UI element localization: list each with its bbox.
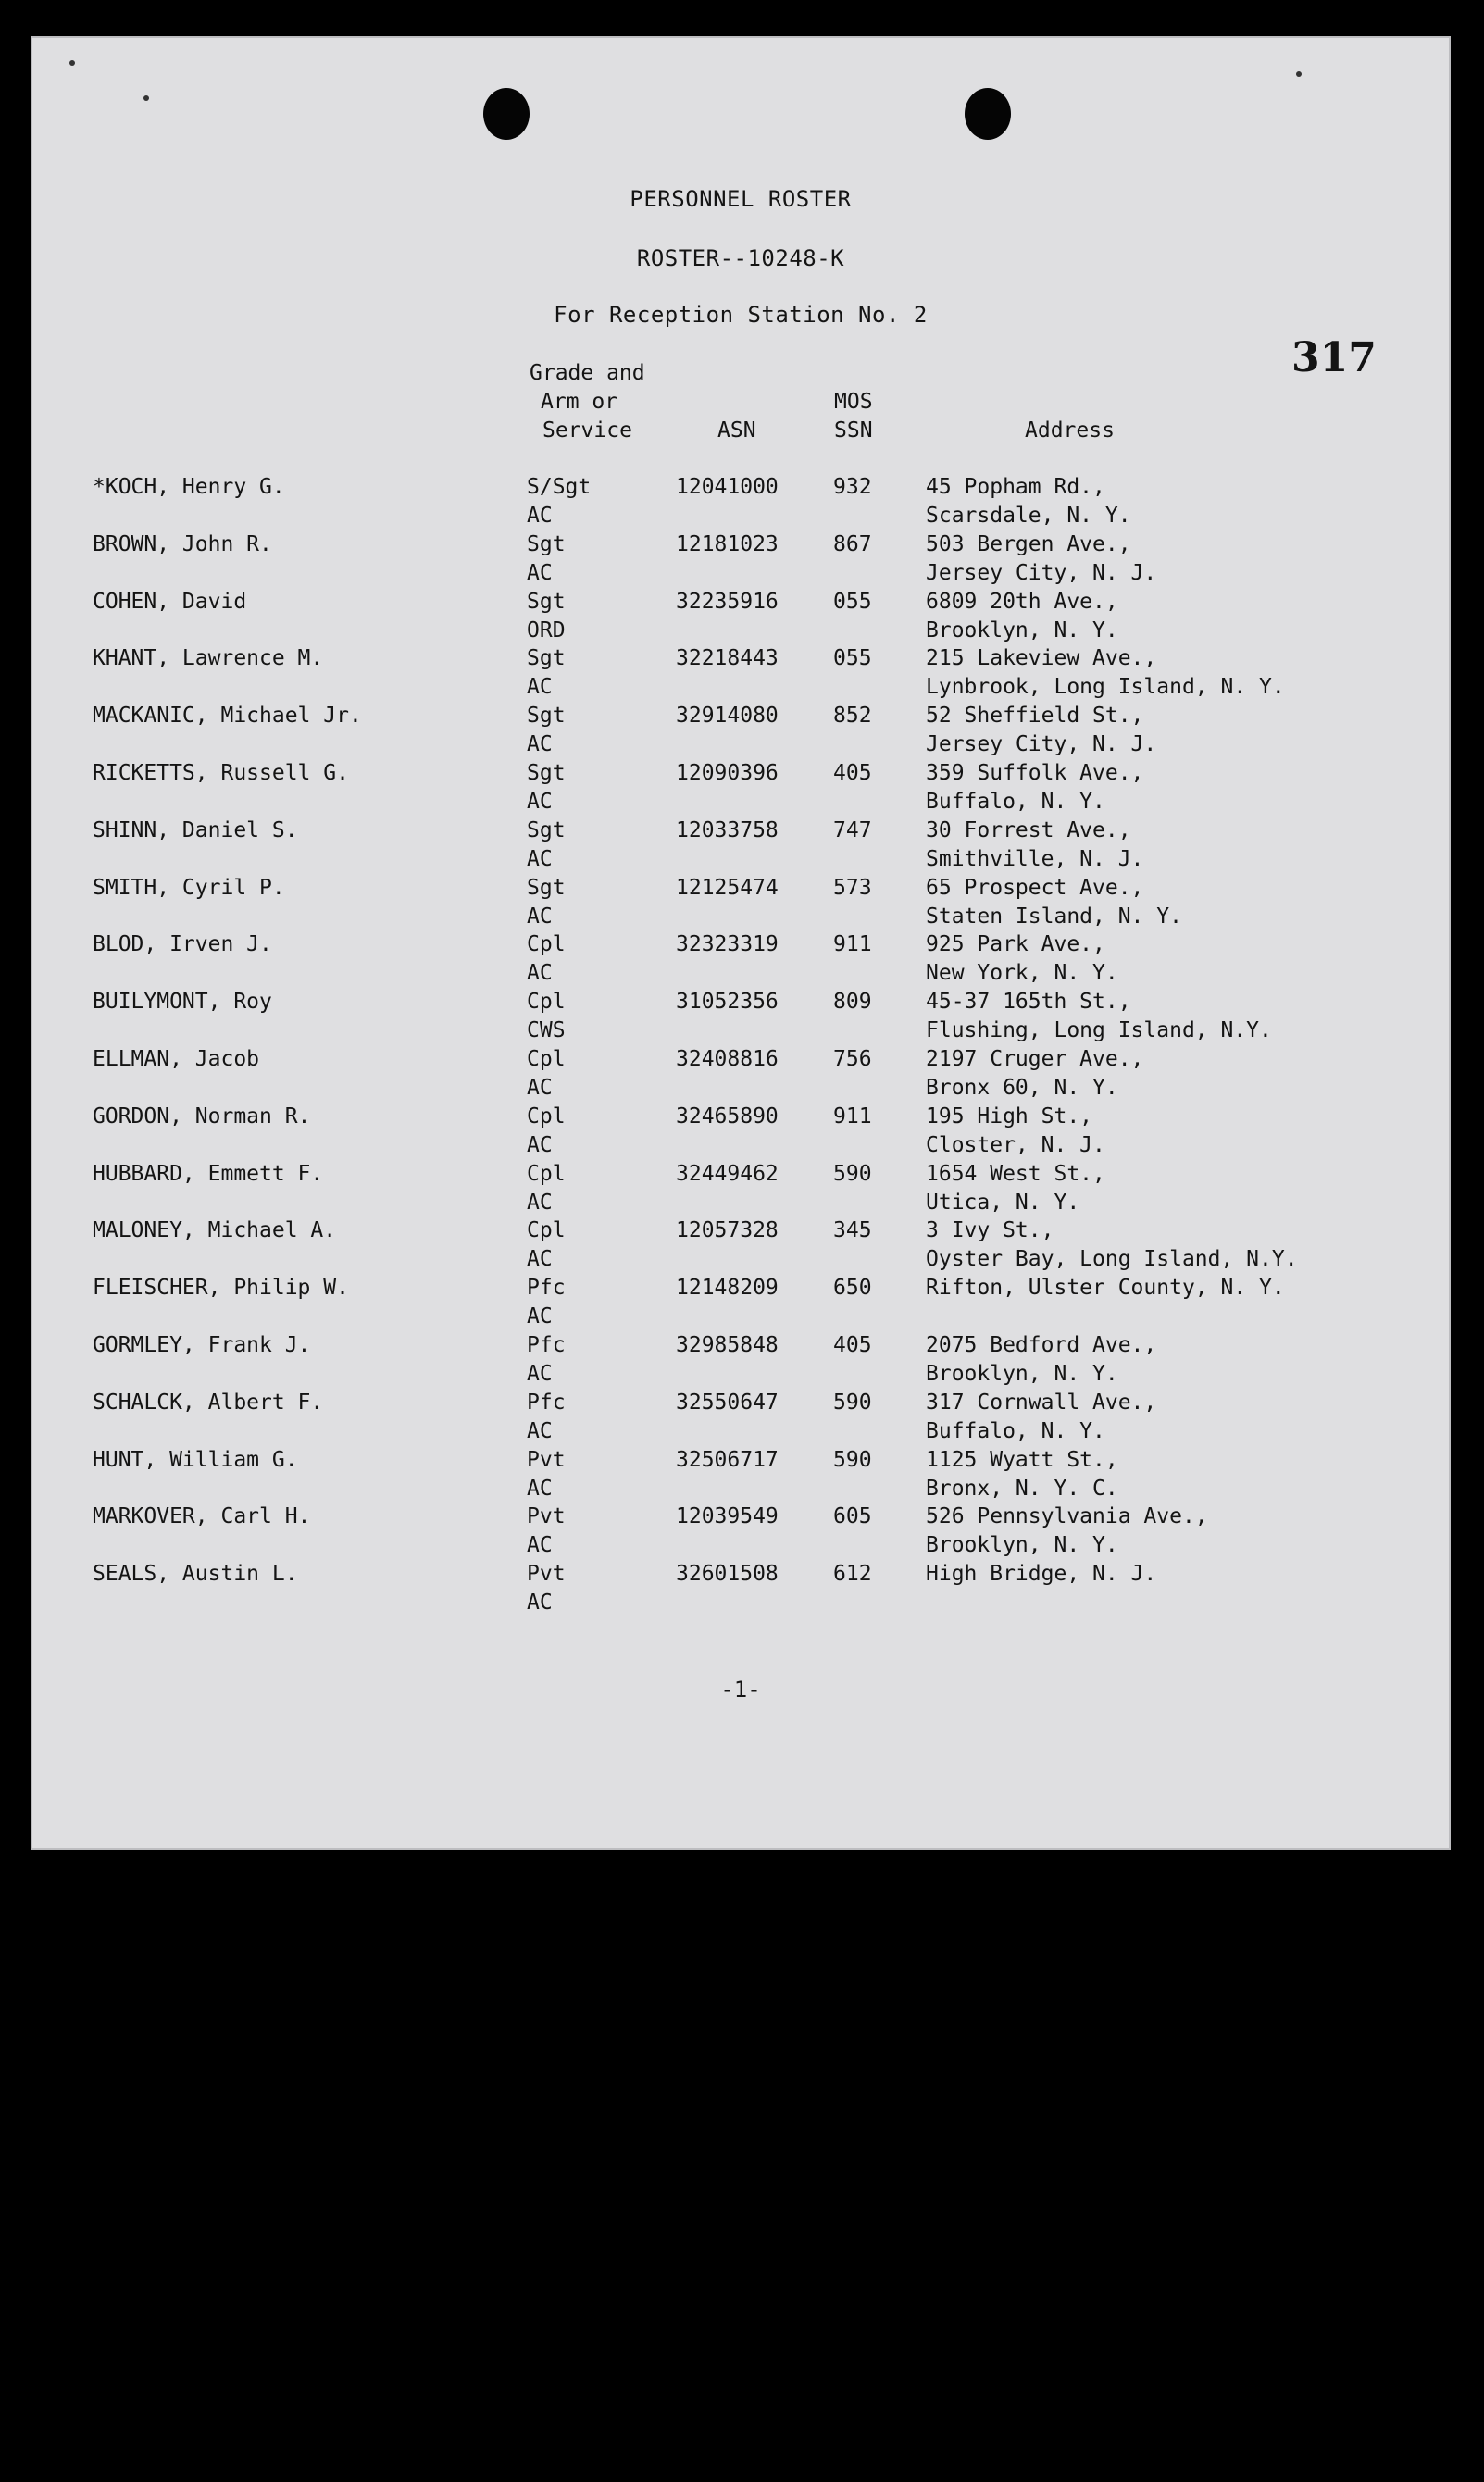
entry-mos: 405 [833, 761, 872, 785]
column-header-grade [530, 359, 645, 445]
entry-asn: 12181023 [676, 532, 779, 556]
entry-name: MACKANIC, Michael Jr. [93, 704, 362, 728]
entry-address-line2: Buffalo, N. Y. [926, 1419, 1105, 1443]
document-title: PERSONNEL ROSTER [630, 186, 852, 212]
entry-asn: 12057328 [676, 1218, 779, 1242]
entry-address-line2: Flushing, Long Island, N.Y. [926, 1018, 1272, 1042]
entry-name: BUILYMONT, Roy [93, 990, 272, 1014]
speck [1296, 71, 1302, 77]
entry-address-line1: 526 Pennsylvania Ave., [926, 1504, 1208, 1528]
entry-grade: Pfc [527, 1333, 566, 1357]
table-row [32, 988, 1421, 1045]
entry-grade: Sgt [527, 646, 566, 670]
table-row [32, 1389, 1421, 1446]
page-footer-number: -1- [720, 1677, 761, 1702]
entry-asn: 32506717 [676, 1448, 779, 1472]
entry-mos: 055 [833, 590, 872, 614]
entry-grade: Cpl [527, 1047, 566, 1071]
entry-grade: Pvt [527, 1504, 566, 1528]
column-header-grade-line1: Grade and [530, 361, 645, 385]
entry-address-line1: 317 Cornwall Ave., [926, 1391, 1157, 1415]
entry-address-line1: 1125 Wyatt St., [926, 1448, 1118, 1472]
speck [69, 60, 75, 66]
entry-address-line2: Jersey City, N. J. [926, 732, 1157, 756]
entry-mos: 405 [833, 1333, 872, 1357]
entry-address-line1: 52 Sheffield St., [926, 704, 1144, 728]
entry-name: MALONEY, Michael A. [93, 1218, 337, 1242]
entry-asn: 32601508 [676, 1562, 779, 1586]
column-header-grade-line3: Service [542, 418, 632, 443]
table-row [32, 702, 1421, 759]
entry-asn: 32465890 [676, 1104, 779, 1129]
entry-mos: 911 [833, 1104, 872, 1129]
entry-grade: Sgt [527, 590, 566, 614]
entry-name: RICKETTS, Russell G. [93, 761, 349, 785]
entry-arm: AC [527, 1533, 553, 1557]
entry-address-line1: High Bridge, N. J. [926, 1562, 1157, 1586]
table-row [32, 1274, 1421, 1331]
entry-grade: S/Sgt [527, 475, 592, 499]
table-row [32, 1446, 1421, 1503]
entry-address-line1: 30 Forrest Ave., [926, 818, 1131, 842]
entry-address-line1: 45-37 165th St., [926, 990, 1131, 1014]
entry-address-line2: Bronx, N. Y. C. [926, 1477, 1118, 1501]
entry-grade: Sgt [527, 532, 566, 556]
entry-asn: 32218443 [676, 646, 779, 670]
entry-address-line1: 2075 Bedford Ave., [926, 1333, 1157, 1357]
entry-mos: 650 [833, 1276, 872, 1300]
table-row [32, 644, 1421, 702]
entry-grade: Sgt [527, 704, 566, 728]
entry-address-line1: Rifton, Ulster County, N. Y. [926, 1276, 1285, 1300]
table-row [32, 1560, 1421, 1617]
entry-address-line1: 215 Lakeview Ave., [926, 646, 1157, 670]
entry-grade: Cpl [527, 932, 566, 956]
column-header-mos-line2: SSN [834, 418, 873, 443]
entry-address-line2: Brooklyn, N. Y. [926, 1362, 1118, 1386]
entry-name: *KOCH, Henry G. [93, 475, 285, 499]
entry-mos: 590 [833, 1162, 872, 1186]
entry-name: COHEN, David [93, 590, 247, 614]
entry-arm: AC [527, 1419, 553, 1443]
entry-arm: AC [527, 1590, 553, 1615]
entry-address-line2: Oyster Bay, Long Island, N.Y. [926, 1247, 1298, 1271]
entry-address-line1: 6809 20th Ave., [926, 590, 1118, 614]
entry-asn: 32235916 [676, 590, 779, 614]
entry-address-line1: 45 Popham Rd., [926, 475, 1105, 499]
column-header-mos-line1: MOS [834, 390, 873, 414]
speck [143, 95, 149, 101]
entry-name: ELLMAN, Jacob [93, 1047, 260, 1071]
entry-grade: Sgt [527, 761, 566, 785]
entry-asn: 12041000 [676, 475, 779, 499]
entry-name: GORMLEY, Frank J. [93, 1333, 311, 1357]
entry-address-line2: Closter, N. J. [926, 1133, 1105, 1157]
entry-address-line2: Scarsdale, N. Y. [926, 504, 1131, 528]
entry-address-line2: Brooklyn, N. Y. [926, 1533, 1118, 1557]
entry-mos: 590 [833, 1391, 872, 1415]
entry-mos: 590 [833, 1448, 872, 1472]
entry-mos: 747 [833, 818, 872, 842]
entry-arm: AC [527, 1247, 553, 1271]
entry-grade: Cpl [527, 990, 566, 1014]
entry-asn: 32550647 [676, 1391, 779, 1415]
entry-mos: 867 [833, 532, 872, 556]
table-row [32, 1331, 1421, 1389]
entry-arm: AC [527, 1362, 553, 1386]
entry-arm: AC [527, 675, 553, 699]
entry-name: FLEISCHER, Philip W. [93, 1276, 349, 1300]
entry-name: SHINN, Daniel S. [93, 818, 298, 842]
entry-asn: 12033758 [676, 818, 779, 842]
entry-address-line2: New York, N. Y. [926, 961, 1118, 985]
entry-asn: 32985848 [676, 1333, 779, 1357]
entry-arm: AC [527, 1477, 553, 1501]
table-row [32, 473, 1421, 530]
entry-mos: 345 [833, 1218, 872, 1242]
entry-asn: 32914080 [676, 704, 779, 728]
entry-name: HUNT, William G. [93, 1448, 298, 1472]
entry-address-line1: 1654 West St., [926, 1162, 1105, 1186]
entry-arm: CWS [527, 1018, 566, 1042]
entry-mos: 852 [833, 704, 872, 728]
table-row [32, 1216, 1421, 1274]
entry-mos: 605 [833, 1504, 872, 1528]
entry-address-line1: 503 Bergen Ave., [926, 532, 1131, 556]
entry-asn: 12125474 [676, 876, 779, 900]
entry-name: SMITH, Cyril P. [93, 876, 285, 900]
table-row [32, 588, 1421, 645]
entry-address-line2: Staten Island, N. Y. [926, 904, 1182, 929]
entry-name: HUBBARD, Emmett F. [93, 1162, 324, 1186]
entry-name: KHANT, Lawrence M. [93, 646, 324, 670]
entry-address-line1: 925 Park Ave., [926, 932, 1105, 956]
entry-arm: AC [527, 732, 553, 756]
entry-address-line2: Jersey City, N. J. [926, 561, 1157, 585]
entry-asn: 32323319 [676, 932, 779, 956]
entry-arm: AC [527, 790, 553, 814]
entry-mos: 911 [833, 932, 872, 956]
table-row [32, 874, 1421, 931]
entry-mos: 932 [833, 475, 872, 499]
entry-address-line1: 3 Ivy St., [926, 1218, 1054, 1242]
entry-arm: AC [527, 1191, 553, 1215]
entry-mos: 055 [833, 646, 872, 670]
entry-grade: Cpl [527, 1218, 566, 1242]
table-row [32, 1103, 1421, 1160]
entry-arm: ORD [527, 618, 566, 642]
column-header-grade-line2: Arm or [541, 390, 618, 414]
entry-address-line2: Smithville, N. J. [926, 847, 1144, 871]
column-header-mos [834, 388, 873, 445]
entry-address-line1: 65 Prospect Ave., [926, 876, 1144, 900]
entry-address-line1: 2197 Cruger Ave., [926, 1047, 1144, 1071]
entry-asn: 32449462 [676, 1162, 779, 1186]
entry-mos: 809 [833, 990, 872, 1014]
entry-name: SCHALCK, Albert F. [93, 1391, 324, 1415]
entry-name: SEALS, Austin L. [93, 1562, 298, 1586]
entry-grade: Cpl [527, 1162, 566, 1186]
document-subtitle: For Reception Station No. 2 [554, 302, 928, 328]
table-row [32, 1503, 1421, 1560]
punch-hole-left [483, 88, 530, 140]
roster-page [31, 36, 1451, 1850]
column-header-asn: ASN [717, 418, 756, 443]
entry-name: GORDON, Norman R. [93, 1104, 311, 1129]
entry-address-line2: Utica, N. Y. [926, 1191, 1080, 1215]
entry-address-line2: Lynbrook, Long Island, N. Y. [926, 675, 1285, 699]
entry-mos: 612 [833, 1562, 872, 1586]
entry-address-line2: Bronx 60, N. Y. [926, 1076, 1118, 1100]
entry-arm: AC [527, 1076, 553, 1100]
entry-asn: 31052356 [676, 990, 779, 1014]
entry-name: BROWN, John R. [93, 532, 272, 556]
entry-arm: AC [527, 961, 553, 985]
entry-address-line1: 195 High St., [926, 1104, 1093, 1129]
table-row [32, 1045, 1421, 1103]
entry-arm: AC [527, 1133, 553, 1157]
entry-grade: Pfc [527, 1391, 566, 1415]
entry-arm: AC [527, 561, 553, 585]
entry-grade: Sgt [527, 818, 566, 842]
table-row [32, 759, 1421, 817]
table-row [32, 1160, 1421, 1217]
entry-mos: 573 [833, 876, 872, 900]
entry-address-line2: Buffalo, N. Y. [926, 790, 1105, 814]
entry-arm: AC [527, 847, 553, 871]
entry-address-line1: 359 Suffolk Ave., [926, 761, 1144, 785]
entry-asn: 12090396 [676, 761, 779, 785]
page-mark: 317 [1291, 334, 1377, 381]
entry-grade: Pvt [527, 1562, 566, 1586]
punch-hole-right [965, 88, 1011, 140]
column-header-address: Address [1025, 418, 1115, 443]
entry-asn: 12148209 [676, 1276, 779, 1300]
entry-address-line2: Brooklyn, N. Y. [926, 618, 1118, 642]
entry-mos: 756 [833, 1047, 872, 1071]
entry-arm: AC [527, 504, 553, 528]
entry-asn: 32408816 [676, 1047, 779, 1071]
roster-number: ROSTER--10248-K [636, 245, 845, 271]
entry-arm: AC [527, 904, 553, 929]
table-row [32, 930, 1421, 988]
entry-name: MARKOVER, Carl H. [93, 1504, 311, 1528]
entry-asn: 12039549 [676, 1504, 779, 1528]
entry-grade: Pfc [527, 1276, 566, 1300]
entry-grade: Sgt [527, 876, 566, 900]
table-row [32, 817, 1421, 874]
table-row [32, 530, 1421, 588]
entry-grade: Pvt [527, 1448, 566, 1472]
entry-name: BLOD, Irven J. [93, 932, 272, 956]
entry-arm: AC [527, 1304, 553, 1328]
entry-grade: Cpl [527, 1104, 566, 1129]
